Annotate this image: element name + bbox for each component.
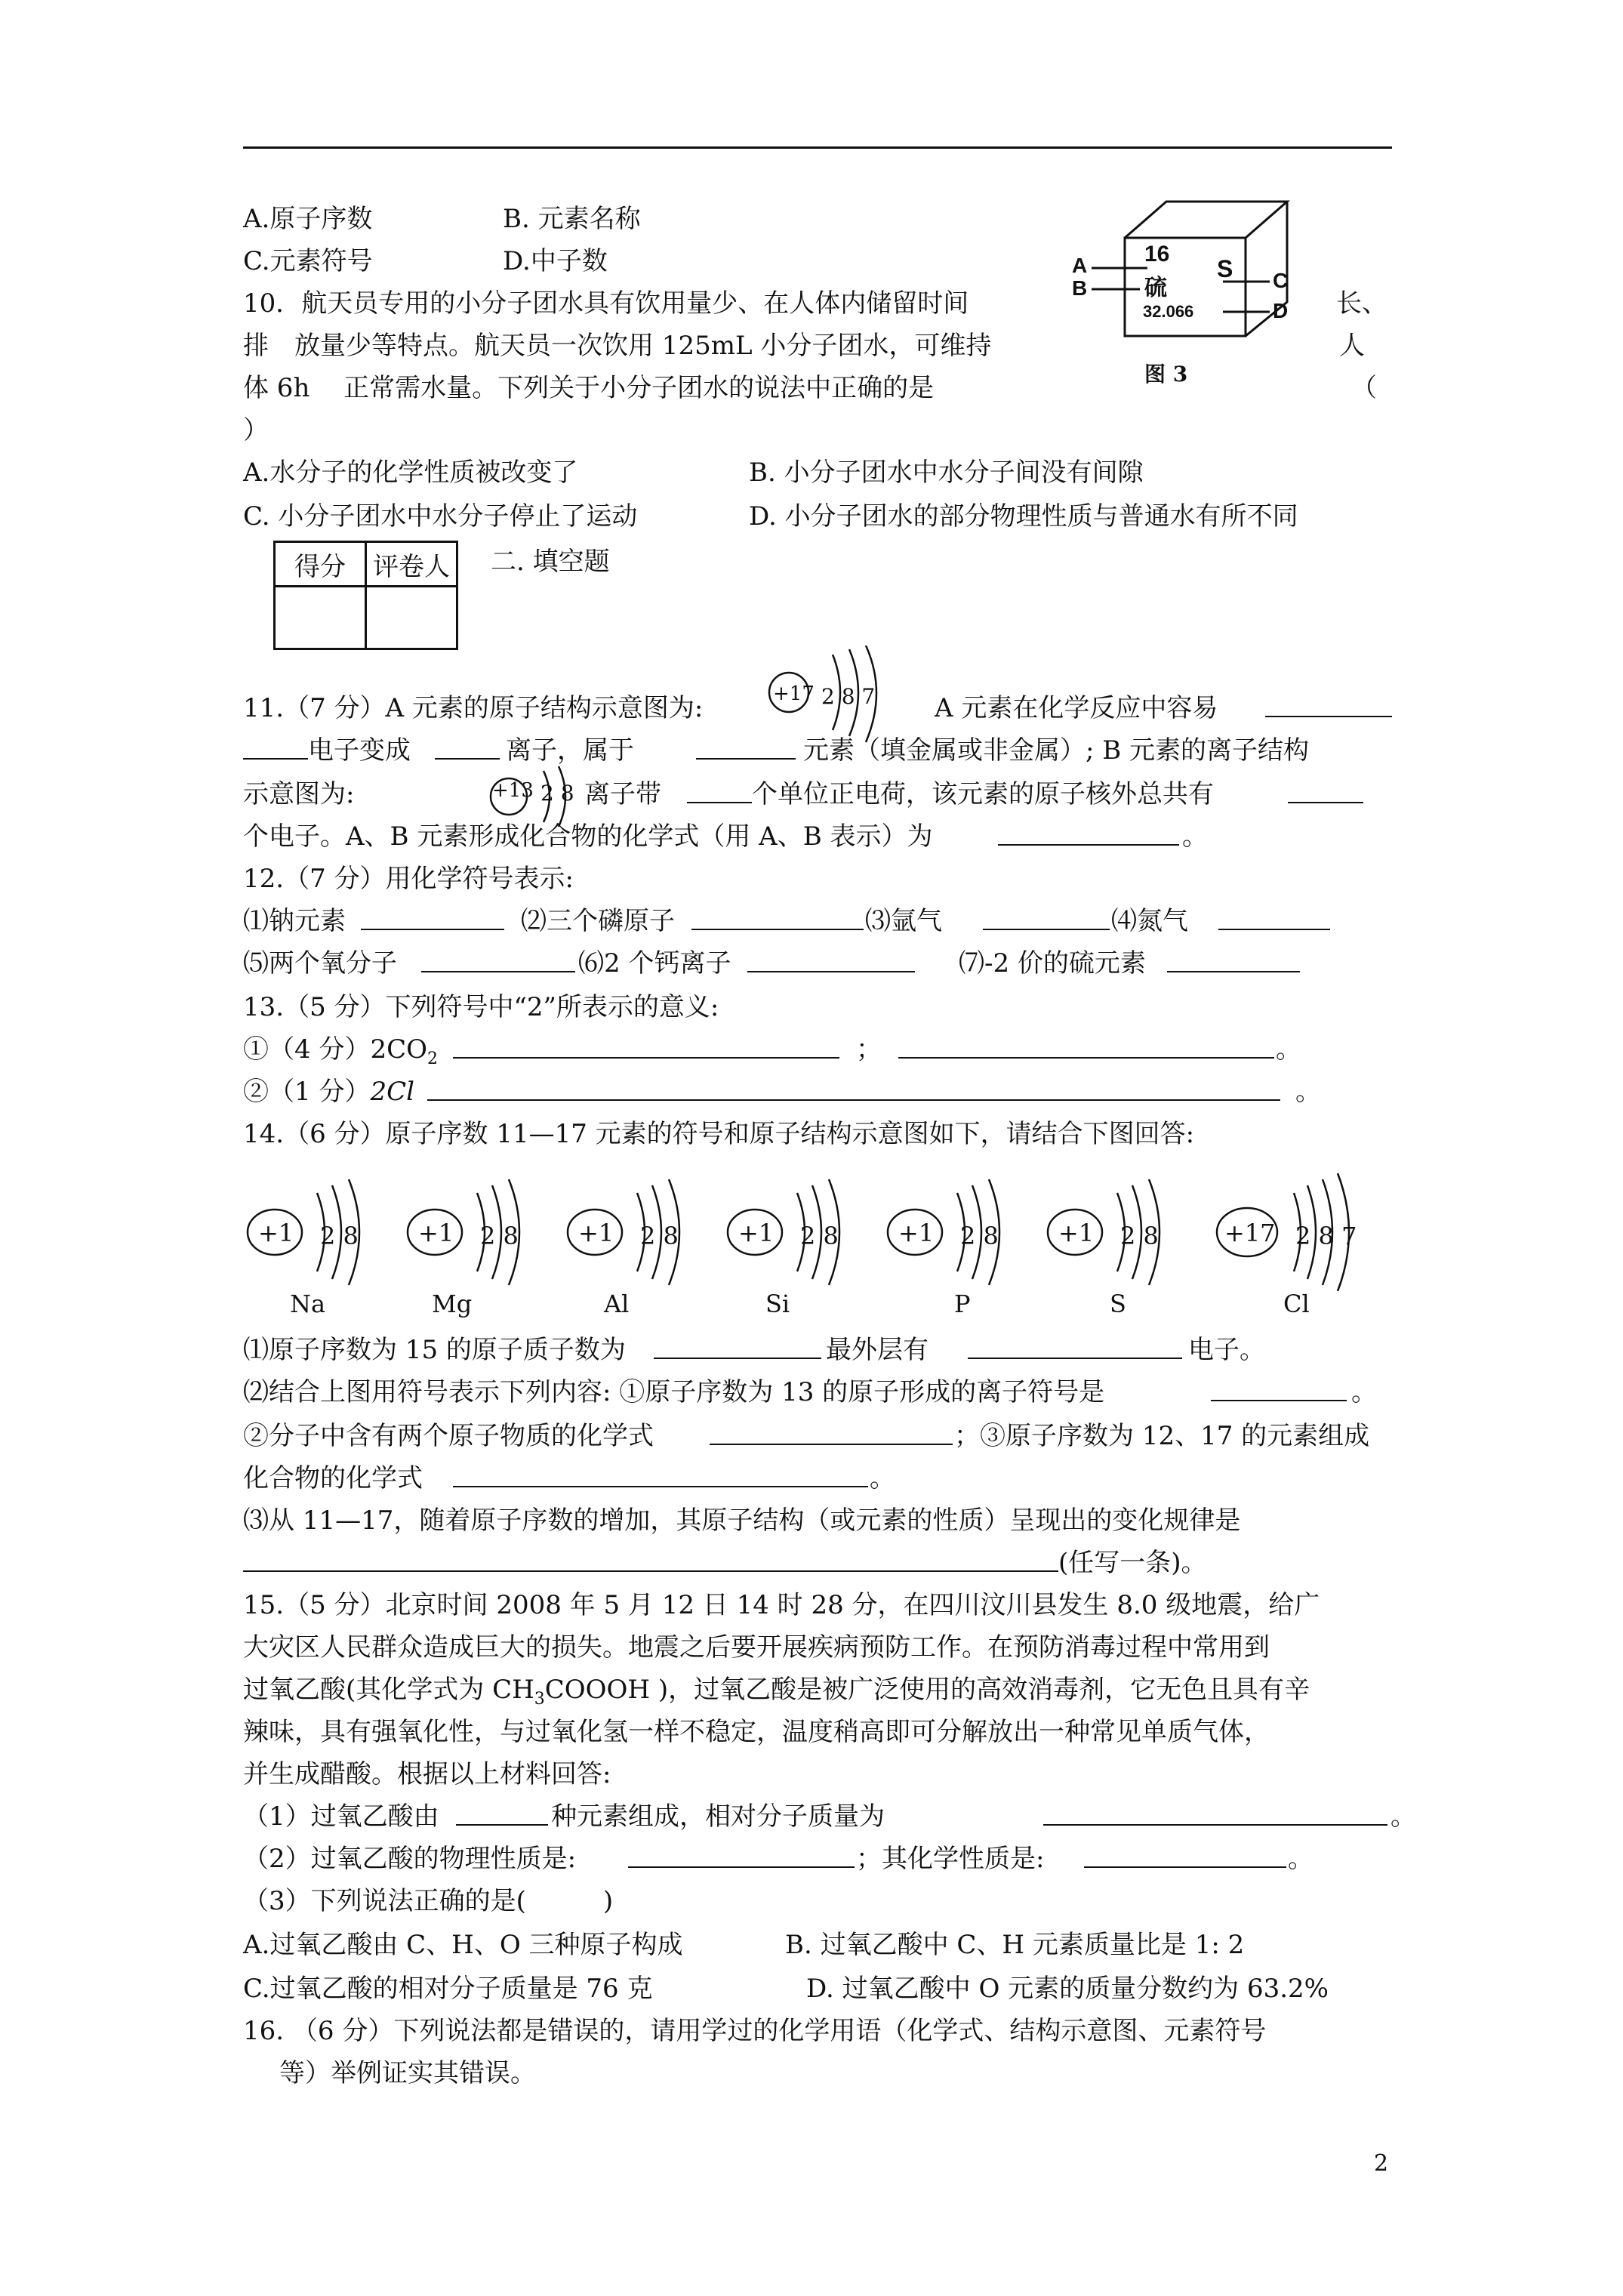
atom-s-nucleus: +1 xyxy=(1058,1219,1095,1247)
q14-blank-2[interactable] xyxy=(968,1335,1182,1359)
atom-cl-symbol: Cl xyxy=(1283,1290,1310,1318)
q15-sub2a: （2）过氧乙酸的物理性质是: xyxy=(243,1844,577,1874)
atom-s-symbol: S xyxy=(1110,1290,1126,1318)
score-cell[interactable] xyxy=(275,587,366,649)
atom-cl-shells: 2 8 7 xyxy=(1295,1222,1357,1250)
q14-title: 14.（6 分）原子序数 11—17 元素的符号和原子结构示意图如下，请结合下图回答: xyxy=(243,1119,1195,1149)
q11-blank-1[interactable] xyxy=(1265,693,1392,717)
q10-line1: 10．航天员专用的小分子团水具有饮用量少、在人体内储留时间 xyxy=(243,288,969,319)
q11-line2b: 离子，属于 xyxy=(506,735,634,766)
q14-blank-3[interactable] xyxy=(1211,1377,1347,1401)
q12-item-5: ⑸两个氧分子 xyxy=(243,948,397,978)
q15-sub1-end: 。 xyxy=(1390,1801,1416,1832)
q14-sub2a-end: 。 xyxy=(1351,1377,1377,1407)
q15-sub2-end: 。 xyxy=(1288,1844,1313,1874)
q11-blank-5[interactable] xyxy=(687,779,752,803)
score-table xyxy=(273,541,458,650)
q15-sub1b: 种元素组成，相对分子质量为 xyxy=(551,1801,885,1832)
q15-line1: 15.（5 分）北京时间 2008 年 5 月 12 日 14 时 28 分，在四川汶川县发生 8.0 级地震，给广 xyxy=(243,1590,1320,1620)
atom-si-shells: 2 8 xyxy=(800,1222,839,1250)
q12-blank-7[interactable] xyxy=(1167,948,1300,972)
q14-blank-4[interactable] xyxy=(710,1421,953,1445)
element-name: 硫 xyxy=(1144,276,1167,300)
q16-line2: 等）举例证实其错误。 xyxy=(279,2058,536,2088)
q12-blank-3[interactable] xyxy=(983,906,1110,930)
q12-blank-6[interactable] xyxy=(747,948,915,972)
q9-option-b: B. 元素名称 xyxy=(503,204,641,234)
q13-part2-label: ②（1 分） xyxy=(243,1077,371,1107)
q10-line3: 体 6h 正常需水量。下列关于小分子团水的说法中正确的是 xyxy=(243,373,935,403)
q14-sub2a: ⑵结合上图用符号表示下列内容: ①原子序数为 13 的原子形成的离子符号是 xyxy=(243,1377,1105,1407)
atom-al-nucleus: +1 xyxy=(578,1219,614,1247)
q11-blank-4[interactable] xyxy=(696,735,796,760)
atom-si-symbol: Si xyxy=(765,1290,790,1318)
atom-al-shells: 2 8 xyxy=(640,1222,679,1250)
q13-blank-1[interactable] xyxy=(453,1034,839,1059)
q14-sub1b: 最外层有 xyxy=(826,1335,929,1365)
figure-caption: 图 3 xyxy=(1144,362,1188,387)
q15-line3b: COOOH )，过氧乙酸是被广泛使用的高效消毒剂，它无色且具有辛 xyxy=(544,1675,1310,1705)
q11-blank-3[interactable] xyxy=(435,735,500,760)
q12-blank-2[interactable] xyxy=(691,906,864,930)
q13-part1 xyxy=(243,1034,438,1074)
q12-title: 12.（7 分）用化学符号表示: xyxy=(243,864,574,894)
q12-item-3: ⑶氩气 xyxy=(865,906,942,936)
q10-option-a: A.水分子的化学性质被改变了 xyxy=(243,458,578,488)
q14-sub1c: 电子。 xyxy=(1188,1335,1265,1365)
q15-blank-3[interactable] xyxy=(628,1844,855,1868)
q13-title: 13.（5 分）下列符号中“2”所表示的意义: xyxy=(243,992,719,1022)
q14-sub2c: ；③原子序数为 12、17 的元素组成 xyxy=(954,1421,1370,1451)
element-number: 16 xyxy=(1144,242,1170,267)
q10-line1-end: 长、 xyxy=(1336,288,1387,319)
q12-item-7: ⑺-2 价的硫元素 xyxy=(959,948,1146,978)
q11-line3b: 离子带 xyxy=(584,779,661,809)
q13-blank-3[interactable] xyxy=(427,1077,1280,1101)
atom-na-symbol: Na xyxy=(290,1290,326,1318)
atom-cl-nucleus: +17 xyxy=(1224,1219,1276,1247)
q15-sub2b: ；其化学性质是: xyxy=(856,1844,1045,1874)
header-rule xyxy=(243,146,1392,149)
label-d: D xyxy=(1273,299,1289,322)
q11-line2c: 元素（填金属或非金属）; B 元素的离子结构 xyxy=(803,735,1310,766)
q11-line4: 个电子。A、B 元素形成化合物的化学式（用 A、B 表示）为 xyxy=(243,821,933,852)
section-title: 二. 填空题 xyxy=(491,547,610,577)
q15-line3-sub: 3 xyxy=(534,1689,545,1709)
label-a: A xyxy=(1072,254,1088,277)
atom-b-nucleus: +13 xyxy=(492,779,534,802)
atom-a-nucleus: +17 xyxy=(773,683,815,705)
atom-na-nucleus: +1 xyxy=(258,1219,294,1247)
q13-part1-label: ①（4 分）2CO xyxy=(243,1034,427,1065)
q11-blank-7[interactable] xyxy=(998,821,1179,846)
q15-option-a: A.过氧乙酸由 C、H、O 三种原子构成 xyxy=(243,1930,683,1960)
page-number: 2 xyxy=(1374,2150,1389,2177)
atom-al-symbol: Al xyxy=(604,1290,630,1318)
grader-header: 评卷人 xyxy=(366,542,457,587)
q14-sub3: ⑶从 11—17，随着原子序数的增加，其原子结构（或元素的性质）呈现出的变化规律是 xyxy=(243,1505,1241,1536)
q15-blank-1[interactable] xyxy=(456,1801,548,1826)
q10-option-c: C. 小分子团水中水分子停止了运动 xyxy=(243,501,638,532)
atom-a-shells: 2 8 7 xyxy=(821,684,876,709)
q14-blank-5[interactable] xyxy=(453,1463,868,1487)
element-cube-figure xyxy=(1072,193,1329,396)
q15-line5: 并生成醋酸。根据以上材料回答: xyxy=(243,1759,611,1789)
q12-blank-5[interactable] xyxy=(421,948,575,972)
q15-blank-2[interactable] xyxy=(1043,1801,1387,1826)
atom-s-shells: 2 8 xyxy=(1120,1222,1159,1250)
atom-si-nucleus: +1 xyxy=(738,1219,775,1247)
q15-option-c: C.过氧乙酸的相对分子质量是 76 克 xyxy=(243,1974,653,2004)
q11-blank-2[interactable] xyxy=(243,735,308,760)
q11-line3a: 示意图为: xyxy=(243,779,355,809)
atom-mg-symbol: Mg xyxy=(432,1290,473,1318)
q13-part2-formula: 2Cl xyxy=(370,1077,414,1107)
q13-part1-end: 。 xyxy=(1276,1034,1301,1065)
q12-item-4: ⑷氮气 xyxy=(1111,906,1188,936)
q11-line1a: 11.（7 分）A 元素的原子结构示意图为: xyxy=(243,693,704,723)
q14-sub2b: ②分子中含有两个原子物质的化学式 xyxy=(243,1421,654,1451)
q14-blank-6[interactable] xyxy=(243,1548,1058,1572)
q12-blank-1[interactable] xyxy=(361,906,504,930)
q10-line2: 排 放量少等特点。航天员一次饮用 125mL 小分子团水，可维持 xyxy=(243,331,992,361)
atom-p-nucleus: +1 xyxy=(898,1219,935,1247)
q9-option-c: C.元素符号 xyxy=(243,246,373,276)
q15-sub3: （3）下列说法正确的是( ) xyxy=(243,1886,614,1916)
q12-item-6: ⑹2 个钙离子 xyxy=(578,948,731,978)
q12-blank-4[interactable] xyxy=(1218,906,1330,930)
q13-part2 xyxy=(243,1077,414,1107)
q11-blank-6[interactable] xyxy=(1288,779,1363,803)
q13-part2-end: 。 xyxy=(1295,1077,1321,1107)
atom-mg-nucleus: +1 xyxy=(418,1219,454,1247)
q11-line1b: A 元素在化学反应中容易 xyxy=(935,693,1218,723)
atom-mg-shells: 2 8 xyxy=(480,1222,519,1250)
q13-part1-sub: 2 xyxy=(427,1049,438,1068)
q15-blank-4[interactable] xyxy=(1084,1844,1286,1868)
atom-b-shells: 2 8 xyxy=(540,781,574,806)
q11-line4-end: 。 xyxy=(1182,821,1208,852)
q11-line2a: 电子变成 xyxy=(308,735,411,766)
q12-item-2: ⑵三个磷原子 xyxy=(521,906,675,936)
q9-option-a: A.原子序数 xyxy=(243,204,373,234)
q15-option-d: D. 过氧乙酸中 O 元素的质量分数约为 63.2% xyxy=(806,1974,1329,2004)
q11-line3c: 个单位正电荷，该元素的原子核外总共有 xyxy=(752,779,1214,809)
q14-sub3-end: (任写一条)。 xyxy=(1058,1548,1207,1578)
atom-na-shells: 2 8 xyxy=(320,1222,359,1250)
q10-option-b: B. 小分子团水中水分子间没有间隙 xyxy=(749,458,1144,488)
atom-p-shells: 2 8 xyxy=(960,1222,999,1250)
q10-line3-end: （ xyxy=(1351,373,1377,403)
label-b: B xyxy=(1072,276,1088,300)
q15-line2: 大灾区人民群众造成巨大的损失。地震之后要开展疾病预防工作。在预防消毒过程中常用到 xyxy=(243,1632,1270,1663)
q10-line2-end: 人 xyxy=(1339,331,1365,361)
atom-p-symbol: P xyxy=(954,1290,971,1318)
q14-sub1a: ⑴原子序数为 15 的原子质子数为 xyxy=(243,1335,626,1365)
label-c: C xyxy=(1273,269,1289,292)
q14-blank-1[interactable] xyxy=(654,1335,821,1359)
q14-sub2d-end: 。 xyxy=(870,1463,895,1493)
q15-line3 xyxy=(243,1675,1310,1715)
q12-item-1: ⑴钠元素 xyxy=(243,906,346,936)
element-mass: 32.066 xyxy=(1143,302,1194,321)
q13-blank-2[interactable] xyxy=(898,1034,1274,1059)
q15-option-b: B. 过氧乙酸中 C、H 元素质量比是 1: 2 xyxy=(785,1930,1245,1960)
q10-line4: ） xyxy=(243,415,269,445)
score-header: 得分 xyxy=(275,542,366,587)
q16-line1: 16. （6 分）下列说法都是错误的，请用学过的化学用语（化学式、结构示意图、元素符号 xyxy=(243,2016,1267,2046)
q15-line3a: 过氧乙酸(其化学式为 CH xyxy=(243,1675,534,1705)
element-symbol: S xyxy=(1217,255,1233,282)
q10-option-d: D. 小分子团水的部分物理性质与普通水有所不同 xyxy=(749,501,1298,532)
q13-part1-sep: ； xyxy=(856,1034,882,1065)
q15-sub1a: （1）过氧乙酸由 xyxy=(243,1801,439,1832)
grader-cell[interactable] xyxy=(366,587,457,649)
q14-sub2d: 化合物的化学式 xyxy=(243,1463,423,1493)
q15-line4: 辣味，具有强氧化性，与过氧化氢一样不稳定，温度稍高即可分解放出一种常见单质气体， xyxy=(243,1717,1270,1747)
q9-option-d: D.中子数 xyxy=(503,246,608,276)
